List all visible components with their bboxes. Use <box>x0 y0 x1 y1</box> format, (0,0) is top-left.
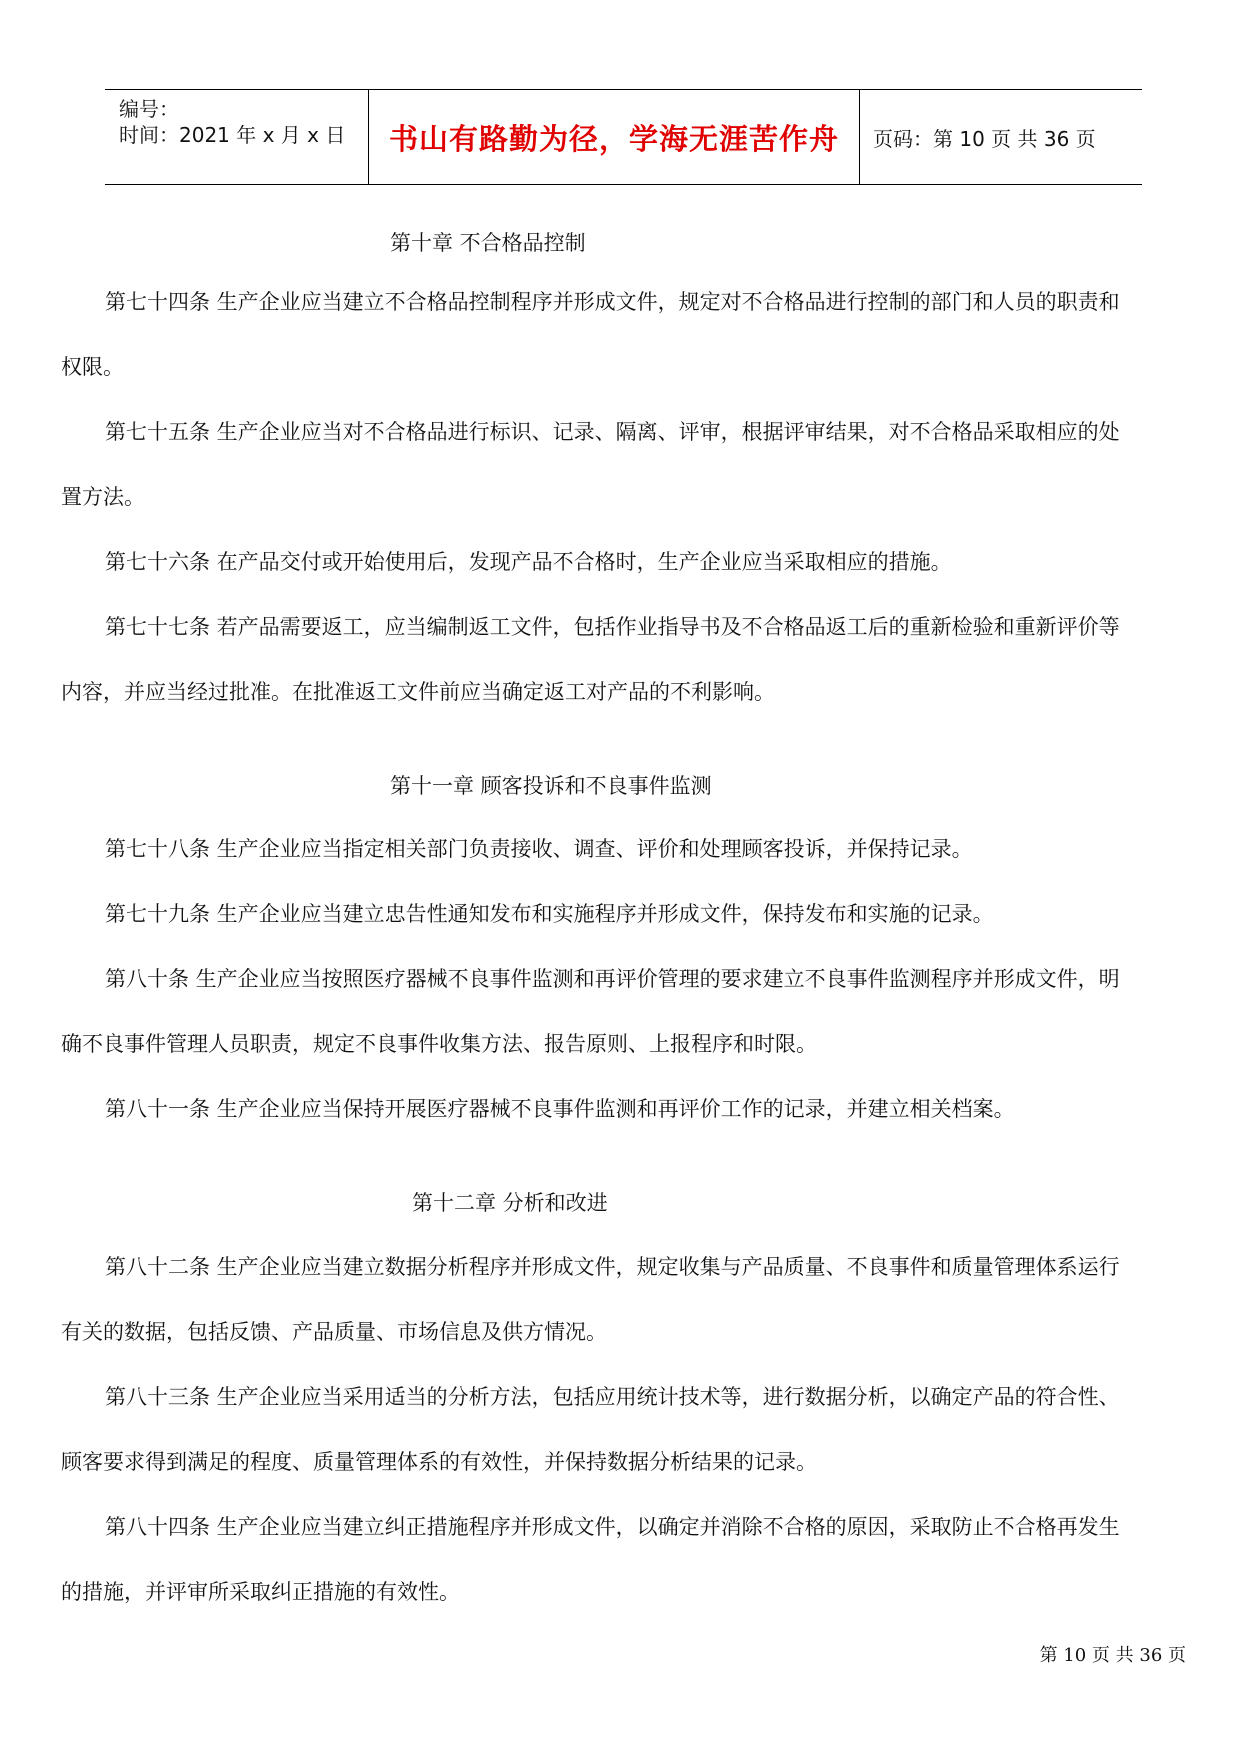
chapter-title: 第十二章 分析和改进 <box>412 1191 608 1215</box>
number-label: 编号： <box>119 97 179 121</box>
paragraph-line: 第七十七条 若产品需要返工，应当编制返工文件，包括作业指导书及不合格品返工后的重新检验和重新评价等 <box>105 615 1120 639</box>
paragraph-line: 第七十六条 在产品交付或开始使用后，发现产品不合格时，生产企业应当采取相应的措施。 <box>105 550 952 574</box>
paragraph-line: 置方法。 <box>61 485 145 509</box>
paragraph-line: 的措施，并评审所采取纠正措施的有效性。 <box>61 1580 460 1604</box>
paragraph-line: 内容，并应当经过批准。在批准返工文件前应当确定返工对产品的不利影响。 <box>61 680 775 704</box>
paragraph-line: 第七十四条 生产企业应当建立不合格品控制程序并形成文件，规定对不合格品进行控制的部门和人员的职责和 <box>105 290 1120 314</box>
time-label: 时间：2021 年 x 月 x 日 <box>119 123 346 147</box>
paragraph-line: 确不良事件管理人员职责，规定不良事件收集方法、报告原则、上报程序和时限。 <box>61 1032 817 1056</box>
paragraph-line: 第八十一条 生产企业应当保持开展医疗器械不良事件监测和再评价工作的记录，并建立相关档案。 <box>105 1097 1015 1121</box>
header-motto: 书山有路勤为径，学海无涯苦作舟 <box>388 121 839 156</box>
page-footer: 第 10 页 共 36 页 <box>1039 1645 1186 1666</box>
header-page-label: 页码：第 10 页 共 36 页 <box>873 126 1096 151</box>
paragraph-line: 第八十四条 生产企业应当建立纠正措施程序并形成文件，以确定并消除不合格的原因，采取防止不合格再发生 <box>105 1515 1120 1539</box>
paragraph-line: 第八十条 生产企业应当按照医疗器械不良事件监测和再评价管理的要求建立不良事件监测程序并形成文件，明 <box>105 967 1120 991</box>
paragraph-line: 第七十五条 生产企业应当对不合格品进行标识、记录、隔离、评审，根据评审结果，对不合格品采取相应的处 <box>105 420 1120 444</box>
chapter-title: 第十一章 顾客投诉和不良事件监测 <box>390 774 712 798</box>
paragraph-line: 第八十二条 生产企业应当建立数据分析程序并形成文件，规定收集与产品质量、不良事件和质量管理体系运行 <box>105 1255 1120 1279</box>
header-table <box>105 89 1142 185</box>
chapter-title: 第十章 不合格品控制 <box>390 231 586 255</box>
header-meta <box>119 96 345 148</box>
header-divider <box>859 90 860 184</box>
paragraph-line: 第七十八条 生产企业应当指定相关部门负责接收、调查、评价和处理顾客投诉，并保持记录。 <box>105 837 973 861</box>
paragraph-line: 第七十九条 生产企业应当建立忠告性通知发布和实施程序并形成文件，保持发布和实施的记录。 <box>105 902 994 926</box>
paragraph-line: 有关的数据，包括反馈、产品质量、市场信息及供方情况。 <box>61 1320 607 1344</box>
paragraph-line: 顾客要求得到满足的程度、质量管理体系的有效性，并保持数据分析结果的记录。 <box>61 1450 817 1474</box>
paragraph-line: 第八十三条 生产企业应当采用适当的分析方法，包括应用统计技术等，进行数据分析，以确定产品的符合性、 <box>105 1385 1120 1409</box>
paragraph-line: 权限。 <box>61 355 124 379</box>
